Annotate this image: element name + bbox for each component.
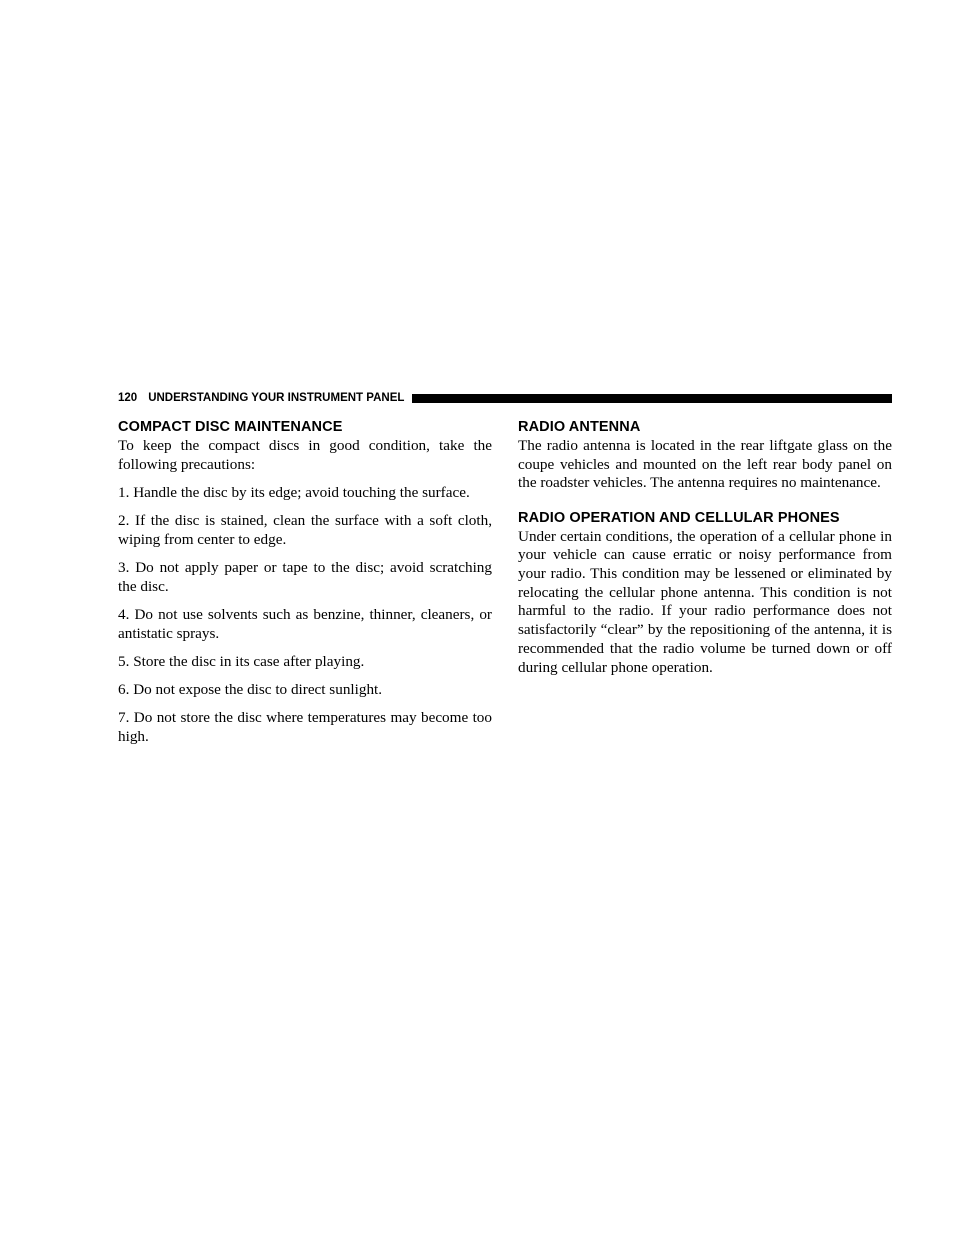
cellular-phones-heading: RADIO OPERATION AND CELLULAR PHONES [518,509,840,526]
precaution-item-4: 4. Do not use solvents such as benzine, thinner, cleaners, or antistatic sprays. [118,605,492,642]
chapter-title: UNDERSTANDING YOUR INSTRUMENT PANEL [148,392,405,404]
precaution-item-6: 6. Do not expose the disc to direct sunlight. [118,681,383,699]
compact-disc-maintenance-heading: COMPACT DISC MAINTENANCE [118,419,343,435]
header-rule [412,394,892,403]
precaution-item-5: 5. Store the disc in its case after playing. [118,652,365,670]
page-header [118,389,892,407]
left-column [118,418,492,756]
page-number: 120 [118,392,138,404]
compact-disc-intro: To keep the compact discs in good condition, take the following precautions: [118,437,492,473]
precaution-item-1: 1. Handle the disc by its edge; avoid touching the surface. [118,483,470,501]
radio-antenna-text: The radio antenna is located in the rear liftgate glass on the coupe vehicles and mounted on the left rear body panel on the roadster vehicles. The antenna requires no maintenance. [518,437,892,492]
precaution-item-7: 7. Do not store the disc where temperatures may become too high. [118,709,492,745]
precaution-item-3: 3. Do not apply paper or tape to the disc; avoid scratching the disc. [118,559,492,595]
right-column [518,418,892,687]
precaution-item-2: 2. If the disc is stained, clean the surface with a soft cloth, wiping from center to edge. [118,512,492,548]
cellular-phones-text: Under certain conditions, the operation of a cellular phone in your vehicle can cause erratic or noisy performance from your radio. This condition may be lessened or eliminated by relocating the cellular phone antenna. This condition is not harmful to the radio. If your radio performance does not satisfactorily “clear” by the repositioning of the antenna, it is recommended that the radio volume be turned down or off during cellular phone operation. [518,527,892,676]
radio-antenna-heading: RADIO ANTENNA [518,419,641,435]
